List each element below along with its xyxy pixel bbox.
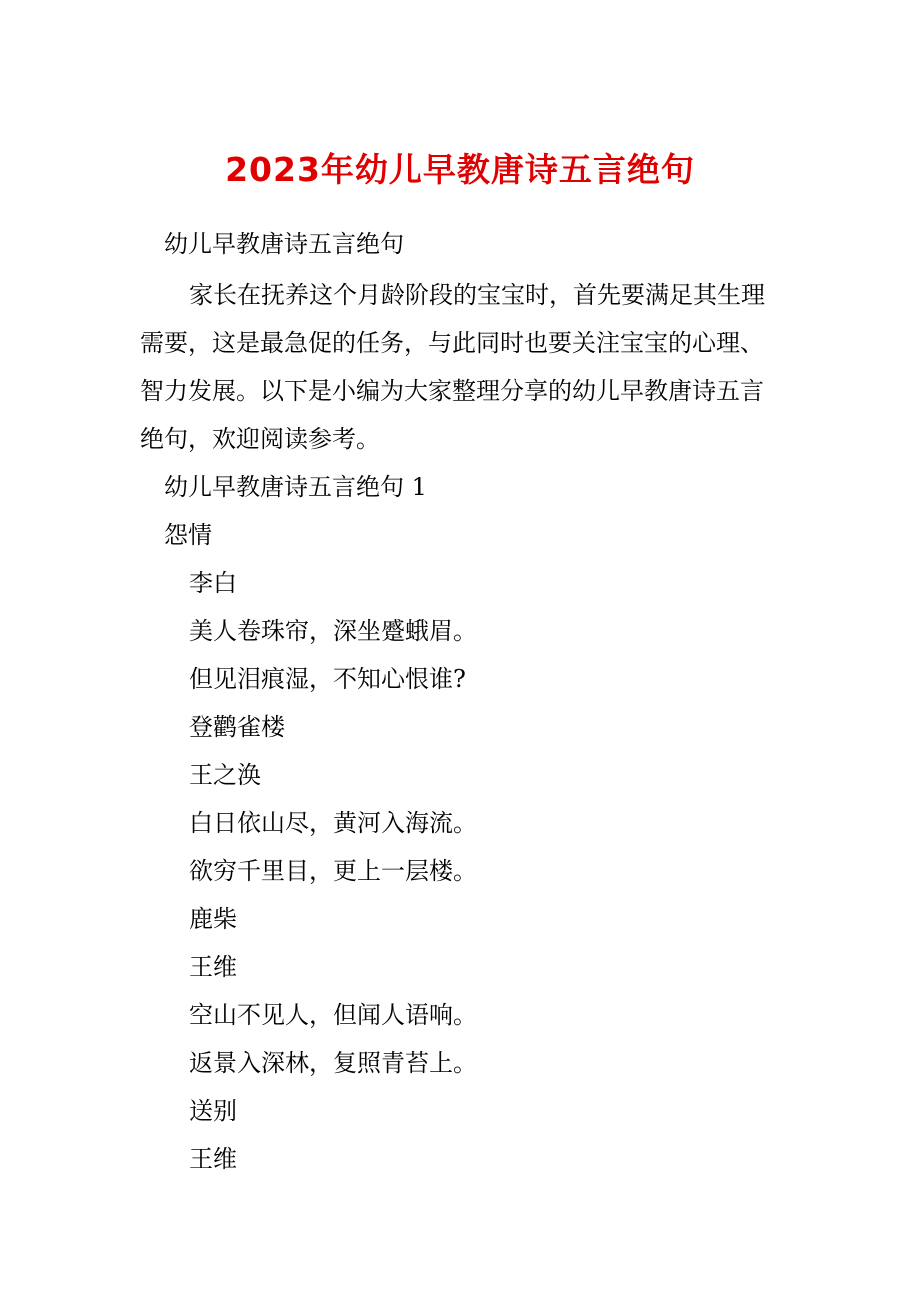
poem-author: 李白 [189, 569, 237, 597]
poem-line: 但见泪痕湿，不知心恨谁? [189, 665, 466, 693]
poem-title: 鹿柴 [189, 905, 237, 933]
poem-title: 登鹳雀楼 [189, 713, 285, 741]
intro-line-4: 绝句，欢迎阅读参考。 [140, 425, 380, 453]
intro-line-3: 智力发展。以下是小编为大家整理分享的幼儿早教唐诗五言 [140, 377, 764, 405]
poem-author: 王维 [189, 953, 237, 981]
section-heading: 幼儿早教唐诗五言绝句 1 [164, 473, 427, 501]
intro-line-2: 需要，这是最急促的任务，与此同时也要关注宝宝的心理、 [140, 329, 764, 357]
poem-line: 白日依山尽，黄河入海流。 [189, 809, 477, 837]
poem-line: 欲穷千里目，更上一层楼。 [189, 857, 477, 885]
poem-title: 怨情 [164, 521, 212, 549]
poem-line: 返景入深林，复照青苔上。 [189, 1049, 477, 1077]
poem-title: 送别 [189, 1097, 237, 1125]
poem-line: 美人卷珠帘，深坐蹙蛾眉。 [189, 617, 477, 645]
subtitle: 幼儿早教唐诗五言绝句 [164, 230, 404, 258]
poem-author: 王维 [189, 1145, 237, 1173]
intro-line-1: 家长在抚养这个月龄阶段的宝宝时，首先要满足其生理 [189, 281, 765, 309]
poem-line: 空山不见人，但闻人语响。 [189, 1001, 477, 1029]
poem-author: 王之涣 [189, 761, 261, 789]
document-title: 2023年幼儿早教唐诗五言绝句 [225, 150, 695, 189]
